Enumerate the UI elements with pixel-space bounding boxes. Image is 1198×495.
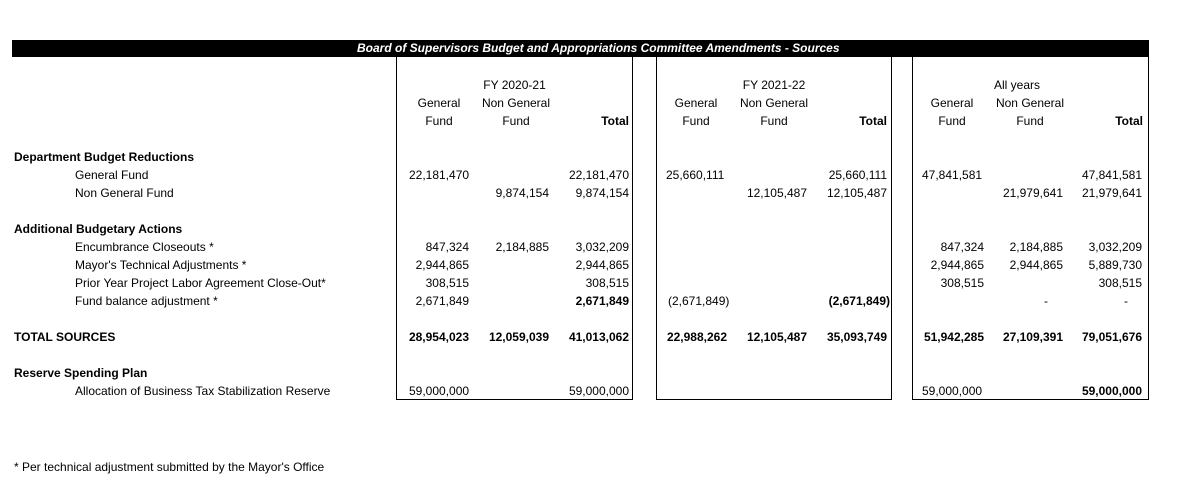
cell-total-sources-fy20-nongen: 12,059,039 <box>488 330 549 344</box>
col-header-nongen-top: Non General <box>995 96 1065 110</box>
cell-total-sources-fy21-general: 22,988,262 <box>666 330 727 344</box>
cell-encumbrance-fy20-nongen: 2,184,885 <box>495 240 549 254</box>
period-header-fy2020-21: FY 2020-21 <box>483 78 546 92</box>
cell-total-sources-all-general: 51,942,285 <box>923 330 984 344</box>
cell-non-general-fund-fy20-nongen: 9,874,154 <box>495 186 549 200</box>
cell-total-sources-all-total: 79,051,676 <box>1081 330 1142 344</box>
row-label-fund-balance-adjustment: Fund balance adjustment * <box>75 294 218 308</box>
cell-total-sources-fy21-nongen: 12,105,487 <box>746 330 807 344</box>
col-header-nongen-top: Non General <box>481 96 551 110</box>
col-header-total: Total <box>1115 114 1143 128</box>
cell-general-fund-fy21-general: 25,660,111 <box>666 168 725 182</box>
cell-prior-year-fy20-total: 308,515 <box>585 276 629 290</box>
cell-total-sources-fy20-total: 41,013,062 <box>568 330 629 344</box>
period-header-fy2021-22: FY 2021-22 <box>742 78 806 92</box>
cell-general-fund-fy20-total: 22,181,470 <box>568 168 629 182</box>
period-header-all-years: All years <box>993 78 1040 92</box>
cell-general-fund-fy20-general: 22,181,470 <box>409 168 470 182</box>
cell-encumbrance-fy20-total: 3,032,209 <box>575 240 629 254</box>
cell-non-general-fund-fy21-total: 12,105,487 <box>826 186 887 200</box>
cell-non-general-fund-all-nongen: 21,979,641 <box>1002 186 1063 200</box>
section-additional-budgetary-actions: Additional Budgetary Actions <box>14 222 183 236</box>
cell-allocation-all-total: 59,000,000 <box>1081 384 1142 398</box>
cell-total-sources-fy20-general: 28,954,023 <box>408 330 469 344</box>
cell-fund-balance-fy20-general: 2,671,849 <box>415 294 469 308</box>
section-dept-budget-reductions: Department Budget Reductions <box>14 150 195 164</box>
cell-general-fund-all-total: 47,841,581 <box>1081 168 1142 182</box>
cell-mayors-tech-all-general: 2,944,865 <box>930 258 984 272</box>
cell-prior-year-all-general: 308,515 <box>940 276 984 290</box>
cell-fund-balance-all-nongen: - <box>1044 294 1048 308</box>
col-header-general-top: General <box>674 96 718 110</box>
section-reserve-spending-plan: Reserve Spending Plan <box>14 366 148 380</box>
cell-fund-balance-fy21-total: (2,671,849) <box>828 294 890 308</box>
cell-mayors-tech-fy20-total: 2,944,865 <box>575 258 629 272</box>
col-header-general-bottom: Fund <box>425 114 453 128</box>
footnote: * Per technical adjustment submitted by the Mayor's Office <box>14 460 325 474</box>
col-header-nongen-bottom: Fund <box>760 114 788 128</box>
col-header-total: Total <box>859 114 887 128</box>
cell-general-fund-fy21-total: 25,660,111 <box>828 168 887 182</box>
cell-total-sources-fy21-total: 35,093,749 <box>826 330 887 344</box>
col-header-general-top: General <box>930 96 974 110</box>
col-header-general-top: General <box>417 96 461 110</box>
cell-encumbrance-fy20-general: 847,324 <box>425 240 469 254</box>
col-header-general-bottom: Fund <box>938 114 966 128</box>
row-label-non-general-fund: Non General Fund <box>75 186 174 200</box>
cell-non-general-fund-all-total: 21,979,641 <box>1081 186 1142 200</box>
row-label-allocation-bts-reserve: Allocation of Business Tax Stabilization Reserve <box>75 384 331 398</box>
cell-encumbrance-all-general: 847,324 <box>940 240 984 254</box>
col-header-nongen-top: Non General <box>739 96 809 110</box>
cell-prior-year-fy20-general: 308,515 <box>425 276 469 290</box>
cell-mayors-tech-all-total: 5,889,730 <box>1088 258 1142 272</box>
col-header-nongen-bottom: Fund <box>1016 114 1044 128</box>
row-label-prior-year-pla-closeout: Prior Year Project Labor Agreement Close-Out* <box>75 276 326 290</box>
cell-fund-balance-fy21-general: (2,671,849) <box>668 294 730 308</box>
cell-general-fund-all-general: 47,841,581 <box>922 168 983 182</box>
cell-fund-balance-fy20-total: 2,671,849 <box>575 294 629 308</box>
cell-prior-year-all-total: 308,515 <box>1098 276 1142 290</box>
cell-allocation-all-general: 59,000,000 <box>922 384 983 398</box>
cell-encumbrance-all-nongen: 2,184,885 <box>1009 240 1063 254</box>
col-header-general-bottom: Fund <box>682 114 710 128</box>
col-header-total: Total <box>601 114 629 128</box>
cell-mayors-tech-fy20-general: 2,944,865 <box>415 258 469 272</box>
page-title: Board of Supervisors Budget and Appropriations Committee Amendments - Sources <box>357 41 840 55</box>
cell-total-sources-all-nongen: 27,109,391 <box>1002 330 1063 344</box>
cell-encumbrance-all-total: 3,032,209 <box>1088 240 1142 254</box>
cell-allocation-fy20-general: 59,000,000 <box>409 384 470 398</box>
row-label-general-fund: General Fund <box>75 168 149 182</box>
cell-allocation-fy20-total: 59,000,000 <box>568 384 629 398</box>
row-label-encumbrance-closeouts: Encumbrance Closeouts * <box>75 240 214 254</box>
row-label-mayors-technical-adjustments: Mayor's Technical Adjustments * <box>75 258 247 272</box>
cell-non-general-fund-fy20-total: 9,874,154 <box>575 186 629 200</box>
col-header-nongen-bottom: Fund <box>502 114 530 128</box>
cell-non-general-fund-fy21-nongen: 12,105,487 <box>746 186 807 200</box>
cell-fund-balance-all-total: - <box>1124 294 1128 308</box>
section-total-sources: TOTAL SOURCES <box>14 330 116 344</box>
cell-mayors-tech-all-nongen: 2,944,865 <box>1009 258 1063 272</box>
